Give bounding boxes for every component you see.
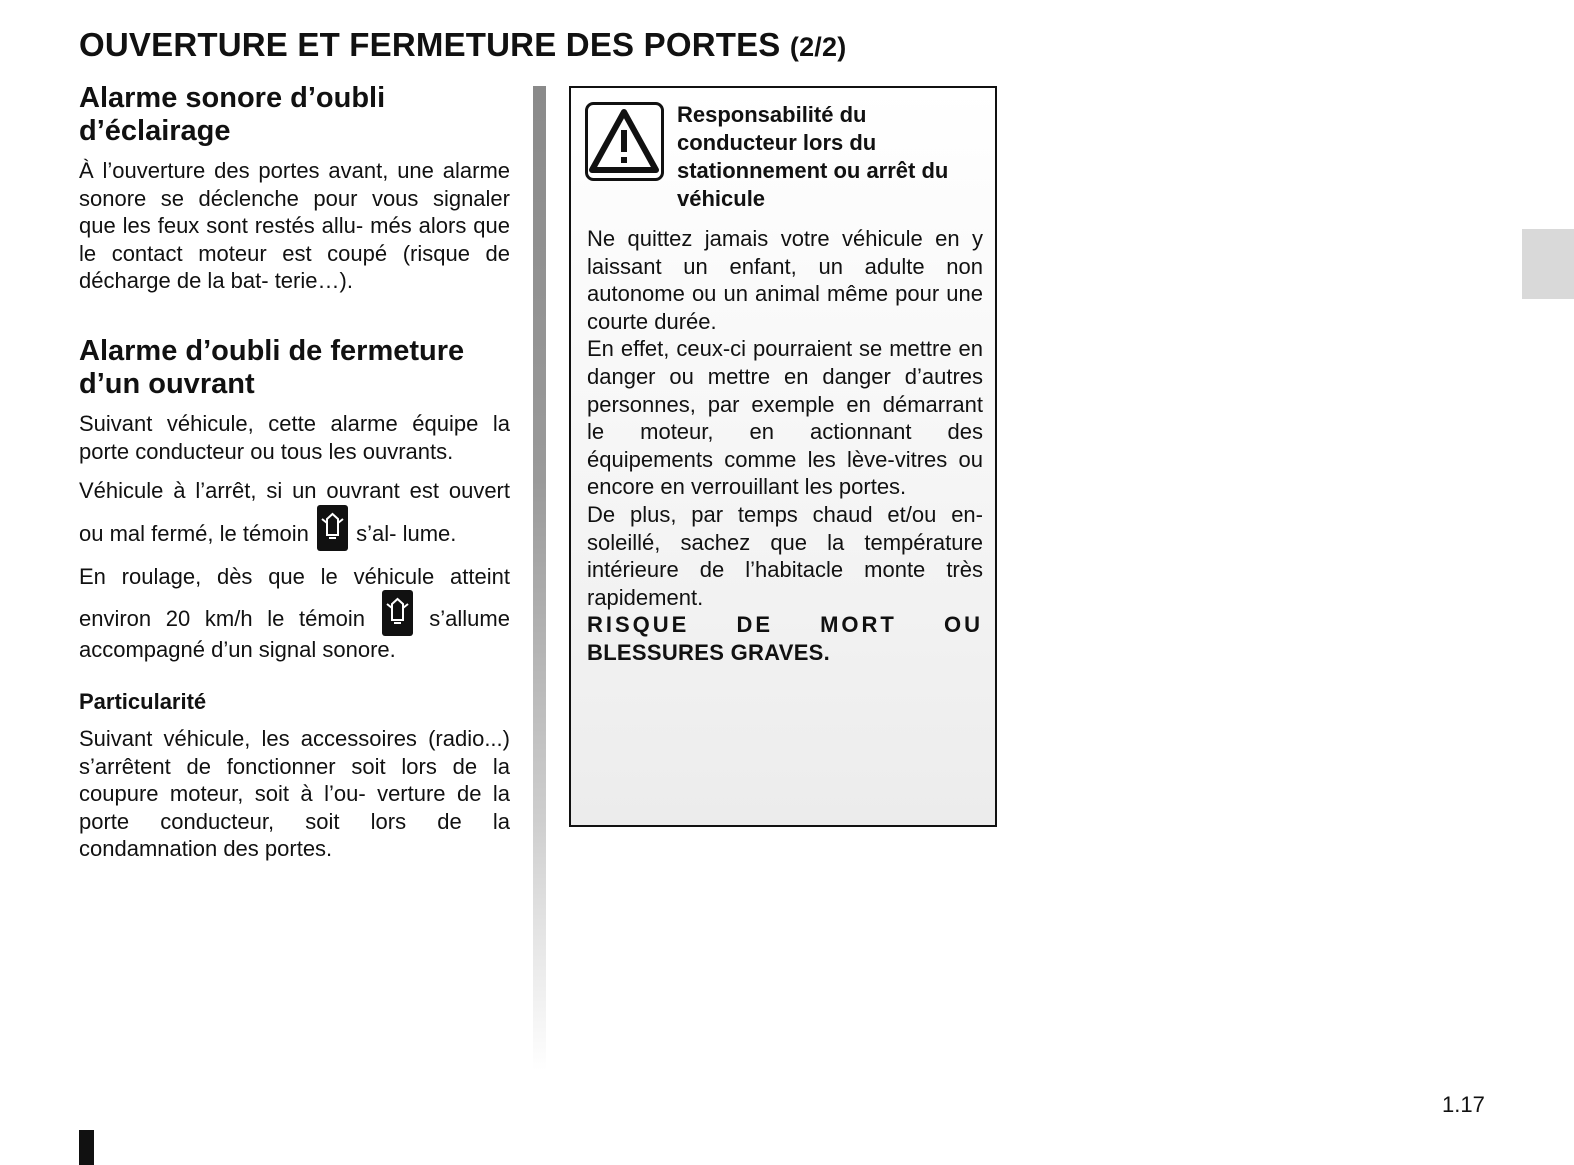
heading-line: Alarme d’oubli de fermeture: [79, 334, 465, 367]
corner-mark: [79, 1130, 94, 1165]
page-title-text: OUVERTURE ET FERMETURE DES PORTES: [79, 26, 781, 63]
warning-paragraph: De plus, par temps chaud et/ou en- soleillé, sachez que la température intérieure de l’habitacle monte très rapidement.: [587, 501, 983, 610]
paragraph-text: Véhicule à l’arrêt, si un ouvrant est ouvert ou mal fermé, le témoin: [79, 478, 510, 546]
warning-paragraph: Ne quittez jamais votre véhicule en y laissant un enfant, un adulte non autonome ou un animal même pour une courte durée.: [587, 226, 983, 334]
paragraph-with-indicator: [79, 563, 510, 664]
page-title-suffix: (2/2): [789, 32, 847, 62]
danger-word: RISQUE: [587, 612, 690, 638]
paragraph: Suivant véhicule, cette alarme équipe la porte conducteur ou tous les ouvrants.: [79, 410, 510, 464]
subheading-particularity: Particularité: [79, 688, 207, 714]
page-title: [79, 26, 846, 64]
danger-word: DE: [736, 612, 774, 638]
door-open-warning-icon: [317, 505, 348, 551]
danger-line: BLESSURES GRAVES.: [587, 639, 831, 665]
danger-line: [587, 611, 983, 639]
chapter-tab: [1522, 229, 1574, 299]
paragraph-with-indicator: [79, 477, 510, 551]
heading-line: Alarme sonore d’oubli: [79, 82, 386, 114]
door-open-warning-icon: [382, 590, 413, 636]
warning-text: [587, 225, 983, 667]
paragraph: À l’ouverture des portes avant, une alarme sonore se déclenche pour vous signaler que les feux sont restés allu- més alors que le contact moteur est coupé (risque de décharge de la bat- terie…).: [79, 158, 510, 294]
column-divider: [533, 86, 546, 1071]
heading-line: d’éclairage: [79, 115, 231, 147]
page-number: 1.17: [1442, 1092, 1485, 1117]
heading-line: d’un ouvrant: [79, 367, 255, 400]
paragraph: Suivant véhicule, les accessoires (radio...) s’arrêtent de fonctionner soit lors de la coupure moteur, soit à l’ou- verture de la porte conducteur, soit lors de la condamnation des portes.: [79, 725, 510, 862]
danger-word: MORT: [820, 612, 897, 638]
warning-triangle-icon: [585, 102, 665, 187]
section-heading-lighting-alarm: [79, 82, 510, 148]
warning-box: [569, 86, 997, 827]
danger-word: OU: [943, 612, 983, 638]
paragraph-text: s’al- lume.: [356, 520, 457, 546]
paragraph-text: s’allume accompagné d’un signal sonore.: [79, 606, 510, 663]
paragraph-text: En roulage, dès que le véhicule atteint environ 20 km/h le témoin: [79, 563, 510, 632]
section-heading-door-alarm: [79, 335, 510, 401]
warning-paragraph: En effet, ceux-ci pourraient se mettre en danger ou mettre en danger d’autres personnes, par exemple en démarrant le moteur, en actionnant des équipements comme les lève-vitres ou encore en verrouillant les portes.: [587, 336, 983, 500]
left-column: [79, 80, 510, 863]
danger-statement: [587, 611, 983, 666]
warning-title: Responsabilité du conducteur lors du stationnement ou arrêt du véhicule: [677, 102, 949, 211]
